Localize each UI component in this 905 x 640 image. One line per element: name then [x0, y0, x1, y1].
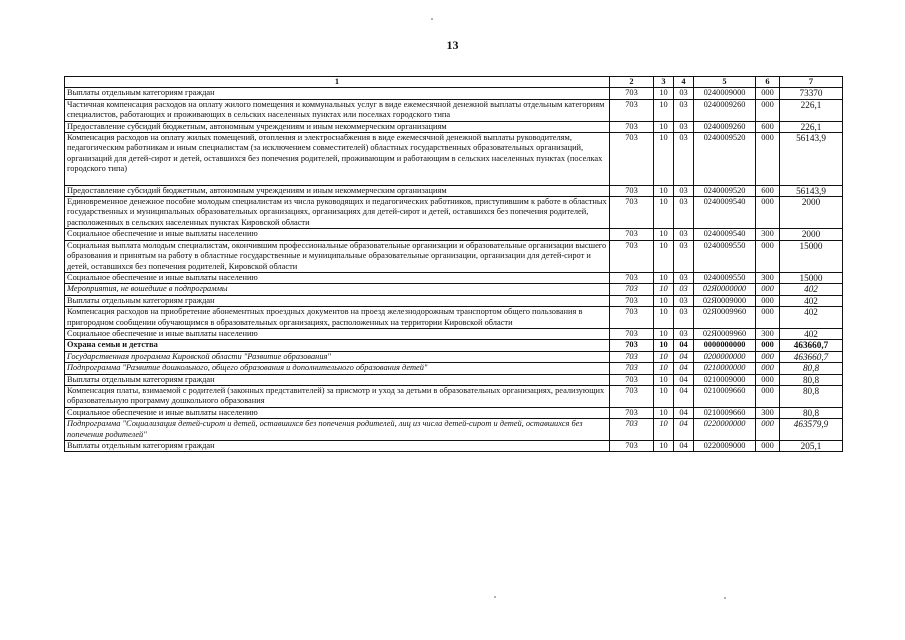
row-name: Социальная выплата молодым специалистам, окончившим профессиональные образовательные организации и образовательные организации высшего образования и принятым на работу в областные государственные и муниципальные образовательные организации, организации для детей-сирот и детей, оставшихся без попечения родителей, Кировской области [65, 240, 610, 272]
code-4: 04 [674, 407, 694, 418]
code-2: 703 [610, 121, 654, 132]
code-5: 0200000000 [694, 351, 756, 362]
code-3: 10 [654, 133, 674, 186]
code-5: 0210009000 [694, 374, 756, 385]
column-header: 4 [674, 77, 694, 88]
amount: 402 [780, 284, 843, 295]
row-name: Выплаты отдельным категориям граждан [65, 295, 610, 306]
code-5: 0240009550 [694, 240, 756, 272]
table-row [65, 229, 843, 240]
table-row [65, 197, 843, 229]
code-6: 000 [756, 240, 780, 272]
code-4: 03 [674, 284, 694, 295]
code-4: 04 [674, 363, 694, 374]
code-3: 10 [654, 374, 674, 385]
page-number: 13 [446, 38, 459, 52]
code-4: 03 [674, 229, 694, 240]
code-6: 000 [756, 363, 780, 374]
code-5: 0240009540 [694, 229, 756, 240]
code-4: 04 [674, 385, 694, 407]
code-6: 000 [756, 133, 780, 186]
code-3: 10 [654, 284, 674, 295]
row-name: Компенсация расходов на приобретение абонементных проездных документов на проезд железнодорожным транспортом общего пользования в пригородном сообщении обучающимся в образовательных организациях, расположенных на территории Кировской области [65, 307, 610, 329]
code-2: 703 [610, 240, 654, 272]
code-6: 600 [756, 185, 780, 196]
row-name: Подпрограмма "Социализация детей-сирот и детей, оставшихся без попечения родителей, лиц из числа детей-сирот и детей, оставшихся без попечения родителей" [65, 419, 610, 441]
table-row [65, 385, 843, 407]
code-2: 703 [610, 441, 654, 452]
code-5: 0240009260 [694, 99, 756, 121]
code-6: 300 [756, 272, 780, 283]
code-4: 03 [674, 88, 694, 99]
code-2: 703 [610, 407, 654, 418]
code-2: 703 [610, 185, 654, 196]
code-2: 703 [610, 419, 654, 441]
code-6: 000 [756, 340, 780, 351]
table-row [65, 363, 843, 374]
amount: 15000 [780, 240, 843, 272]
amount: 80,8 [780, 374, 843, 385]
code-2: 703 [610, 307, 654, 329]
amount: 402 [780, 328, 843, 339]
code-5: 0220009000 [694, 441, 756, 452]
amount: 463579,9 [780, 419, 843, 441]
amount: 205,1 [780, 441, 843, 452]
code-3: 10 [654, 229, 674, 240]
code-5: 02Я0000000 [694, 284, 756, 295]
amount: 226,1 [780, 99, 843, 121]
code-3: 10 [654, 307, 674, 329]
code-4: 03 [674, 121, 694, 132]
code-5: 02Я0009960 [694, 307, 756, 329]
code-3: 10 [654, 363, 674, 374]
table-row [65, 284, 843, 295]
table-row [65, 340, 843, 351]
code-3: 10 [654, 240, 674, 272]
table-row [65, 328, 843, 339]
code-3: 10 [654, 328, 674, 339]
amount: 402 [780, 295, 843, 306]
scan-speck [724, 597, 726, 599]
code-2: 703 [610, 229, 654, 240]
code-5: 0240009000 [694, 88, 756, 99]
amount: 2000 [780, 229, 843, 240]
code-6: 000 [756, 197, 780, 229]
code-2: 703 [610, 363, 654, 374]
row-name: Единовременное денежное пособие молодым специалистам из числа руководящих и педагогических работников, приступившим к работе в областных государственных и муниципальных образовательных организациях, организациях для детей-сирот и детей, оставшихся без попечения родителей, расположенных в сельских населенных пунктах Кировской области [65, 197, 610, 229]
row-name: Частичная компенсация расходов на оплату жилого помещения и коммунальных услуг в виде ежемесячной денежной выплаты отдельным категориям специалистов, работающих и проживающих в сельских населенных пунктах или поселках городского типа [65, 99, 610, 121]
code-6: 000 [756, 307, 780, 329]
code-4: 03 [674, 272, 694, 283]
code-2: 703 [610, 197, 654, 229]
code-4: 03 [674, 185, 694, 196]
code-3: 10 [654, 99, 674, 121]
code-2: 703 [610, 99, 654, 121]
budget-table [64, 76, 843, 452]
amount: 226,1 [780, 121, 843, 132]
code-6: 000 [756, 441, 780, 452]
code-4: 04 [674, 441, 694, 452]
code-5: 0240009520 [694, 133, 756, 186]
amount: 73370 [780, 88, 843, 99]
column-header: 1 [65, 77, 610, 88]
table-row [65, 99, 843, 121]
amount: 463660,7 [780, 340, 843, 351]
code-2: 703 [610, 340, 654, 351]
column-header: 7 [780, 77, 843, 88]
column-header: 6 [756, 77, 780, 88]
row-name: Охрана семьи и детства [65, 340, 610, 351]
table-row [65, 307, 843, 329]
code-5: 0210009660 [694, 385, 756, 407]
code-6: 000 [756, 374, 780, 385]
table-row [65, 121, 843, 132]
row-name: Мероприятия, не вошедшие в подпрограммы [65, 284, 610, 295]
code-5: 0240009520 [694, 185, 756, 196]
code-6: 000 [756, 99, 780, 121]
table-row [65, 295, 843, 306]
code-4: 04 [674, 374, 694, 385]
row-name: Социальное обеспечение и иные выплаты населению [65, 272, 610, 283]
row-name: Выплаты отдельным категориям граждан [65, 374, 610, 385]
code-5: 0210009660 [694, 407, 756, 418]
code-5: 0000000000 [694, 340, 756, 351]
code-3: 10 [654, 295, 674, 306]
code-4: 03 [674, 295, 694, 306]
table-row [65, 407, 843, 418]
code-2: 703 [610, 295, 654, 306]
code-3: 10 [654, 272, 674, 283]
code-3: 10 [654, 197, 674, 229]
code-3: 10 [654, 185, 674, 196]
code-6: 000 [756, 295, 780, 306]
row-name: Выплаты отдельным категориям граждан [65, 88, 610, 99]
code-5: 0240009540 [694, 197, 756, 229]
table-row [65, 441, 843, 452]
scan-speck [494, 596, 496, 598]
code-3: 10 [654, 121, 674, 132]
code-3: 10 [654, 407, 674, 418]
column-header: 2 [610, 77, 654, 88]
code-3: 10 [654, 351, 674, 362]
table-row [65, 240, 843, 272]
amount: 80,8 [780, 363, 843, 374]
code-4: 03 [674, 133, 694, 186]
code-6: 000 [756, 419, 780, 441]
code-6: 000 [756, 88, 780, 99]
amount: 15000 [780, 272, 843, 283]
code-2: 703 [610, 385, 654, 407]
row-name: Выплаты отдельным категориям граждан [65, 441, 610, 452]
code-5: 02Я0009960 [694, 328, 756, 339]
amount: 2000 [780, 197, 843, 229]
code-4: 04 [674, 351, 694, 362]
code-2: 703 [610, 351, 654, 362]
code-2: 703 [610, 328, 654, 339]
table-row [65, 419, 843, 441]
code-3: 10 [654, 441, 674, 452]
code-6: 300 [756, 229, 780, 240]
code-5: 0220000000 [694, 419, 756, 441]
code-2: 703 [610, 374, 654, 385]
table-row [65, 133, 843, 186]
row-name: Предоставление субсидий бюджетным, автономным учреждениям и иным некоммерческим организациям [65, 185, 610, 196]
code-3: 10 [654, 419, 674, 441]
amount: 463660,7 [780, 351, 843, 362]
code-4: 04 [674, 419, 694, 441]
row-name: Социальное обеспечение и иные выплаты населению [65, 229, 610, 240]
table-row [65, 88, 843, 99]
code-6: 600 [756, 121, 780, 132]
code-4: 03 [674, 240, 694, 272]
column-header: 5 [694, 77, 756, 88]
column-header: 3 [654, 77, 674, 88]
code-6: 000 [756, 284, 780, 295]
code-2: 703 [610, 284, 654, 295]
table-row [65, 272, 843, 283]
code-5: 0210000000 [694, 363, 756, 374]
table-row [65, 185, 843, 196]
row-name: Подпрограмма "Развитие дошкольного, общего образования и дополнительного образования детей" [65, 363, 610, 374]
amount: 56143,9 [780, 133, 843, 186]
table-row [65, 351, 843, 362]
code-3: 10 [654, 385, 674, 407]
code-5: 0240009260 [694, 121, 756, 132]
row-name: Компенсация расходов на оплату жилых помещений, отопления и электроснабжения в виде ежемесячной денежной выплаты руководителям, педагогическим работникам и иным специалистам (за исключением совместителей) областных государственных образовательных организаций, организаций для детей-сирот и детей, оставшихся без попечения родителей, проживающим и работающим в сельских населенных пунктах (поселках городского типа) [65, 133, 610, 186]
amount: 80,8 [780, 385, 843, 407]
code-3: 10 [654, 340, 674, 351]
code-4: 03 [674, 197, 694, 229]
code-5: 02Я0009000 [694, 295, 756, 306]
row-name: Предоставление субсидий бюджетным, автономным учреждениям и иным некоммерческим организациям [65, 121, 610, 132]
code-4: 03 [674, 328, 694, 339]
code-2: 703 [610, 133, 654, 186]
code-4: 03 [674, 307, 694, 329]
scan-speck [431, 18, 433, 20]
code-2: 703 [610, 272, 654, 283]
amount: 56143,9 [780, 185, 843, 196]
code-2: 703 [610, 88, 654, 99]
table-header-row [65, 77, 843, 88]
row-name: Социальное обеспечение и иные выплаты населению [65, 328, 610, 339]
code-6: 300 [756, 407, 780, 418]
amount: 402 [780, 307, 843, 329]
code-4: 03 [674, 99, 694, 121]
amount: 80,8 [780, 407, 843, 418]
code-6: 000 [756, 385, 780, 407]
row-name: Государственная программа Кировской области "Развитие образования" [65, 351, 610, 362]
code-6: 000 [756, 351, 780, 362]
code-6: 300 [756, 328, 780, 339]
row-name: Компенсация платы, взимаемой с родителей (законных представителей) за присмотр и уход за детьми в образовательных организациях, реализующих образовательную программу дошкольного образования [65, 385, 610, 407]
table-row [65, 374, 843, 385]
row-name: Социальное обеспечение и иные выплаты населению [65, 407, 610, 418]
code-3: 10 [654, 88, 674, 99]
code-4: 04 [674, 340, 694, 351]
code-5: 0240009550 [694, 272, 756, 283]
